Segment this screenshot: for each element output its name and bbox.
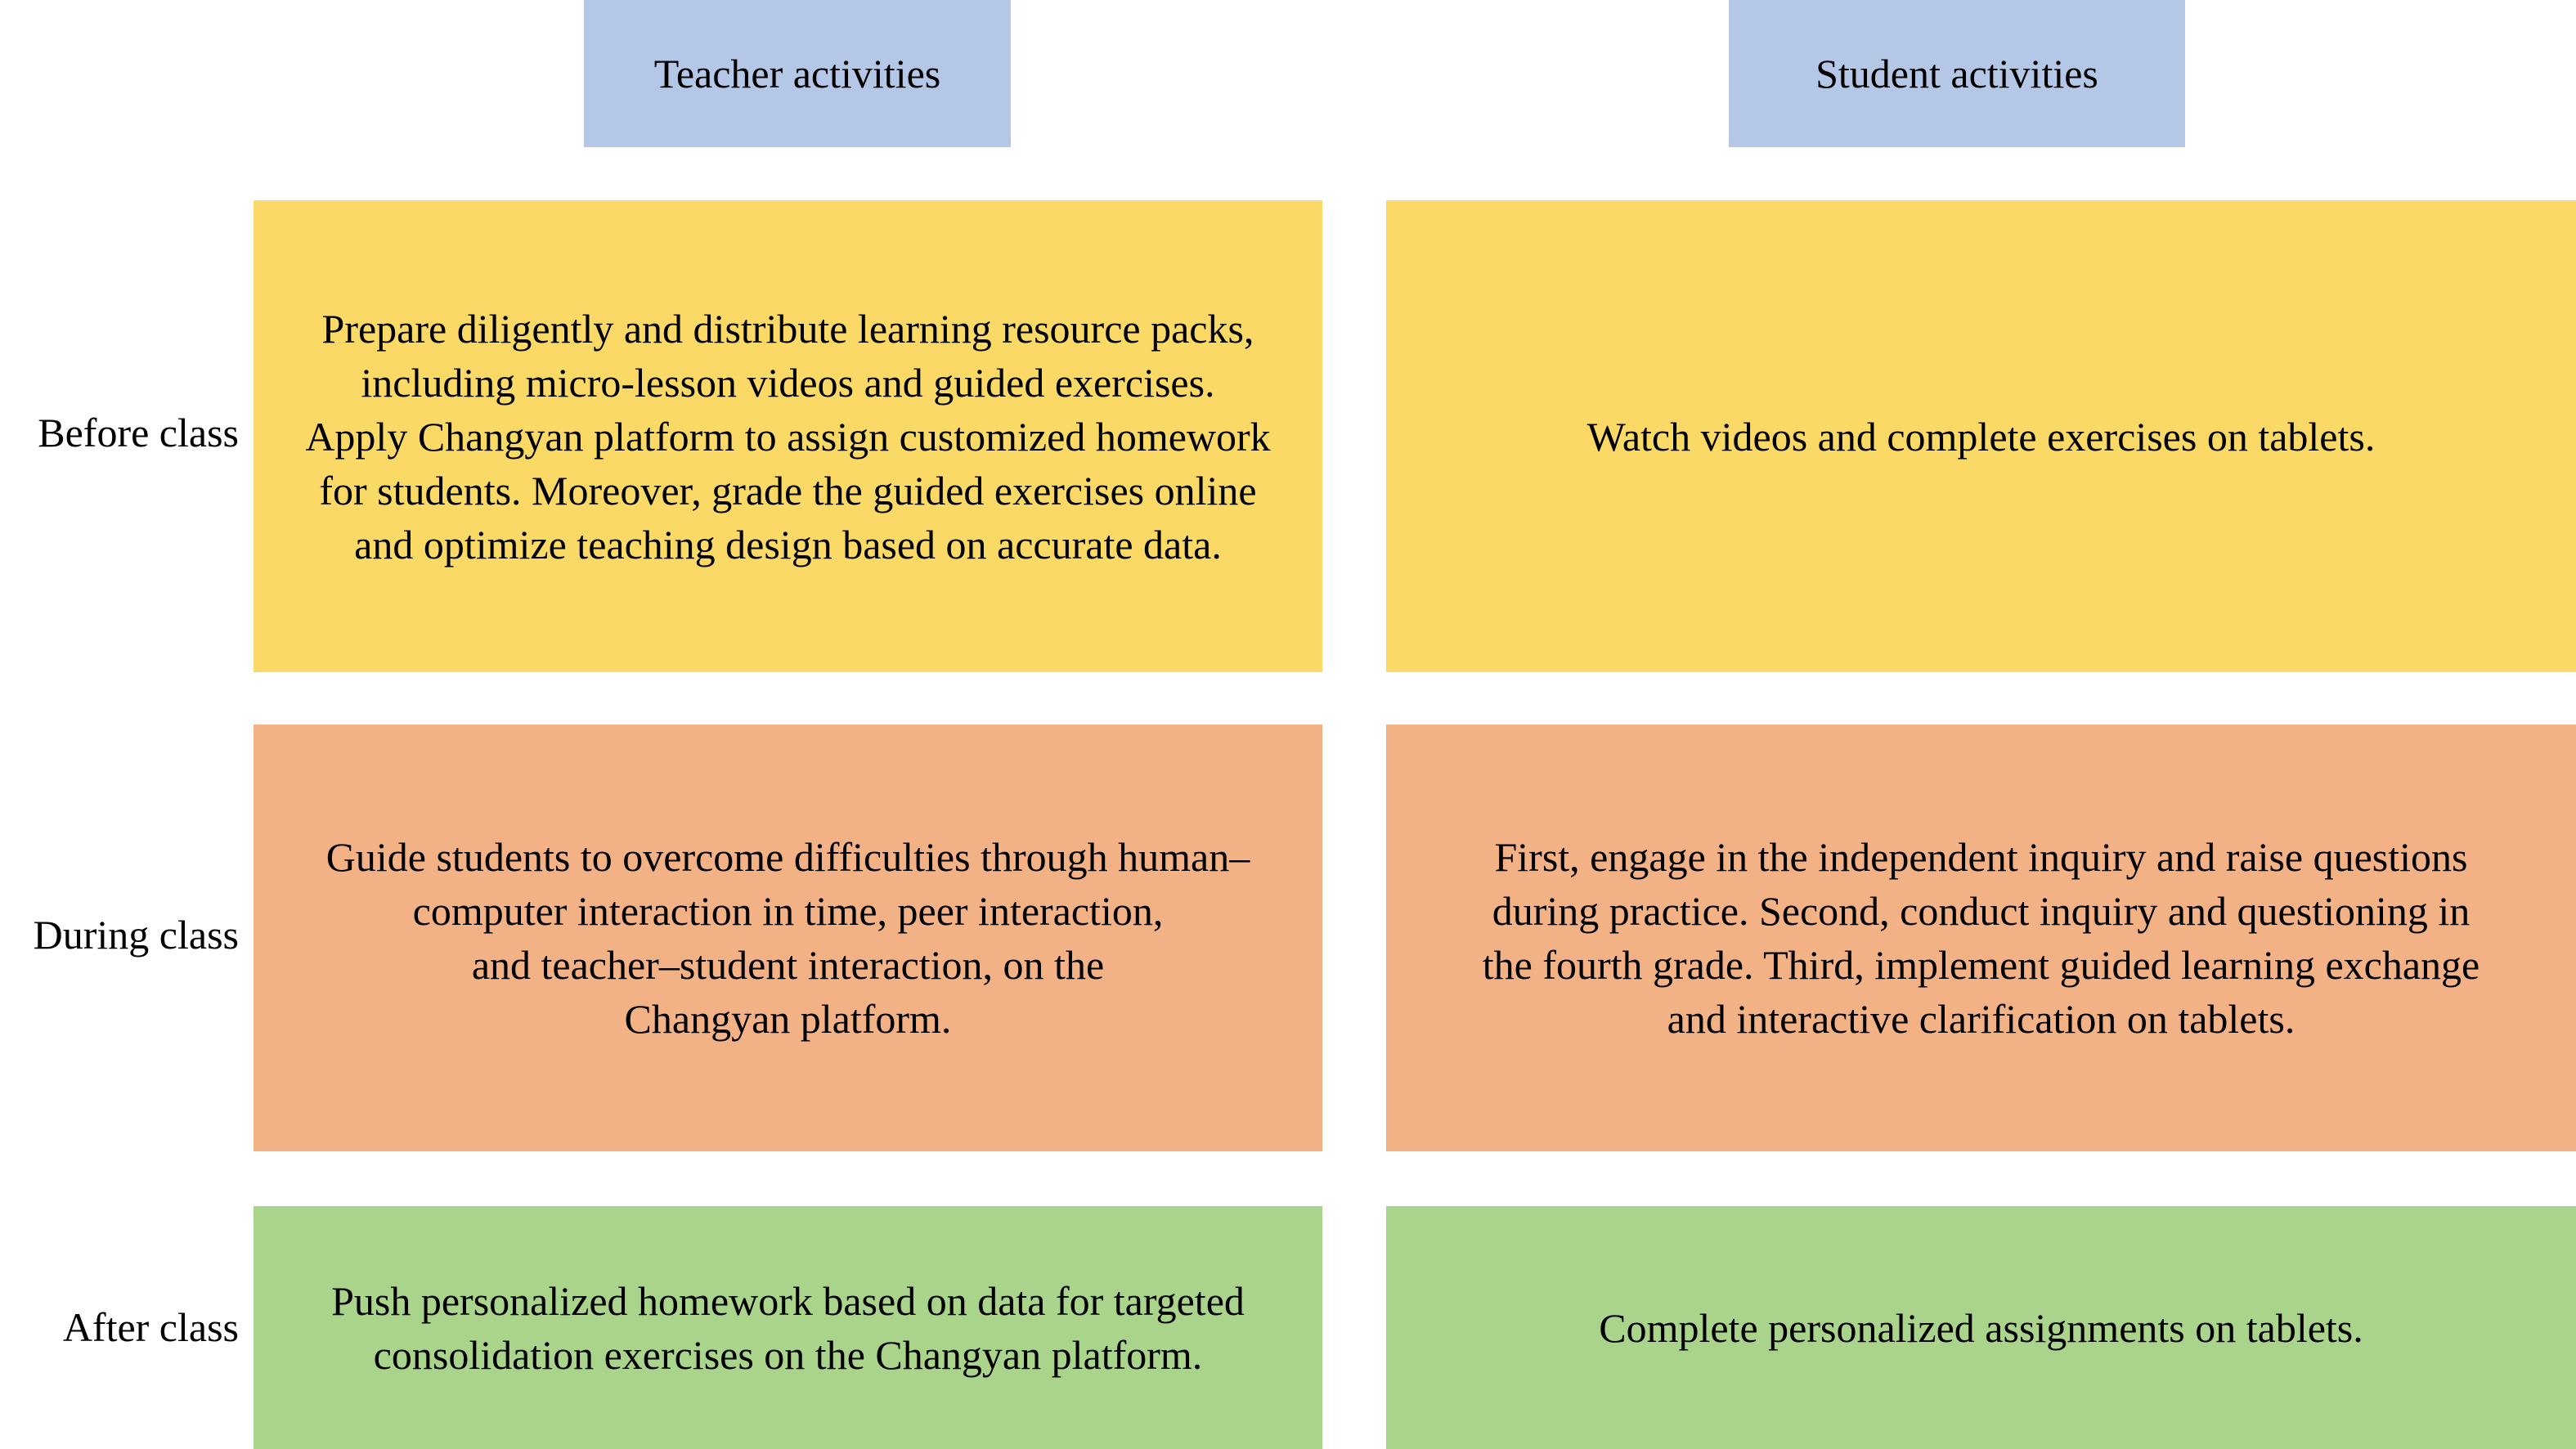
before-class-teacher-text: Prepare diligently and distribute learning resource packs, including micro-lesson videos and guided exercises. Apply Changyan platform to assign customized homework for students. Moreover, grade the guided exercises online and optimize teaching design based on accurate data. [305, 305, 1271, 567]
during-class-student-text: First, engage in the independent inquiry and raise questions during practice. Second, conduct inquiry and questioning in the fourth grade. Third, implement guided learning exchange and interactive clarification on tablets. [1482, 834, 2480, 1042]
after-class-teacher-box [254, 1206, 1322, 1449]
after-class-student-box [1386, 1206, 2576, 1449]
student-activities-header [1729, 0, 2185, 147]
row-label-before-class: Before class [38, 410, 239, 455]
teacher-activities-header [584, 0, 1011, 147]
row-label-during-class: During class [33, 912, 239, 958]
student-activities-header-label: Student activities [1815, 51, 2098, 96]
during-class-student-box [1386, 724, 2576, 1151]
before-class-teacher-box [254, 200, 1322, 672]
row-label-after-class: After class [62, 1304, 239, 1350]
during-class-teacher-box [254, 724, 1322, 1151]
before-class-student-box [1386, 200, 2576, 672]
after-class-teacher-text: Push personalized homework based on data for targeted consolidation exercises on the Changyan platform. [331, 1277, 1245, 1378]
during-class-teacher-text: Guide students to overcome difficulties through human– computer interaction in time, peer interaction, and teacher–student interaction, on the Changyan platform. [325, 834, 1250, 1042]
teacher-activities-header-label: Teacher activities [653, 51, 941, 96]
after-class-student-text: Complete personalized assignments on tablets. [1599, 1304, 2363, 1351]
before-class-student-text: Watch videos and complete exercises on tablets. [1586, 413, 2376, 460]
